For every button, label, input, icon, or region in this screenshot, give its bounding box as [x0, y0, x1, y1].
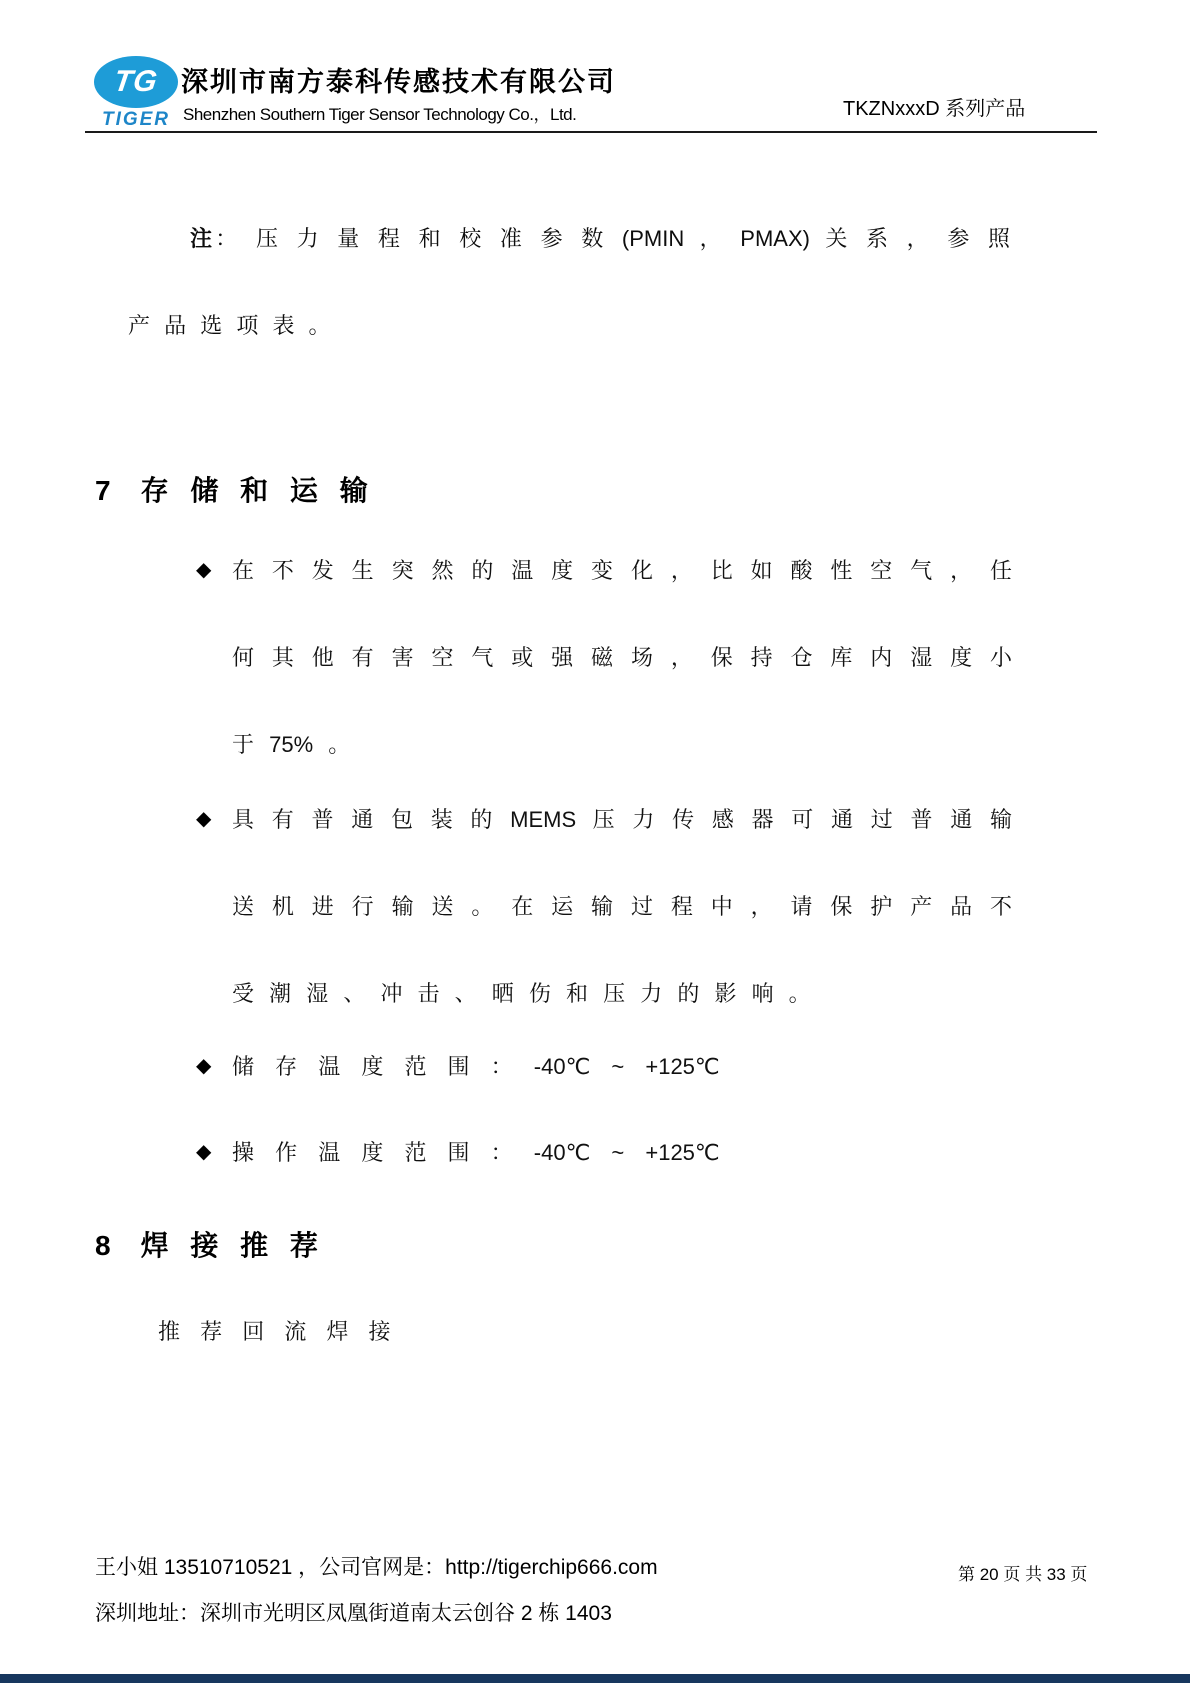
note-label: 注	[190, 226, 216, 251]
company-name-english: Shenzhen Southern Tiger Sensor Technology Co.，Ltd.	[183, 105, 577, 124]
footer-address-line: 深圳地址：深圳市光明区凤凰街道南太云创谷 2 栋 1403	[95, 1602, 612, 1625]
diamond-bullet-icon: ◆	[196, 559, 212, 581]
bullet-transport-conditions	[196, 776, 1012, 1037]
bullet-line: 何 其 他 有 害 空 气 或 强 磁 场 ， 保 持 仓 库 内 湿 度 小	[232, 645, 1012, 670]
footer-bottom-bar	[0, 1674, 1190, 1683]
logo-ellipse-icon	[94, 56, 178, 108]
bullet-line: 送 机 进 行 输 送 。 在 运 输 过 程 中 ， 请 保 护 产 品 不	[232, 894, 1012, 919]
bullet-line: 操 作 温 度 范 围 ： -40℃ ~ +125℃	[232, 1140, 720, 1165]
product-series-label: TKZNxxxD 系列产品	[843, 98, 1026, 120]
bullet-storage-temperature	[196, 1023, 1012, 1110]
logo-tiger-wordmark: TIGER	[101, 109, 171, 130]
diamond-bullet-icon: ◆	[196, 1141, 212, 1163]
section-7-heading	[95, 469, 369, 509]
bullet-operating-temperature	[196, 1109, 1012, 1196]
bullet-line: 受 潮 湿 、 冲 击 、 晒 伤 和 压 力 的 影 响 。	[232, 981, 811, 1006]
note-paragraph-line1	[190, 222, 1010, 253]
header-divider	[85, 131, 1097, 133]
logo-tg-monogram: TG	[111, 65, 161, 98]
bullet-line: 在 不 发 生 突 然 的 温 度 变 化 ， 比 如 酸 性 空 气 ， 任	[232, 558, 1012, 583]
note-paragraph-line2: 产 品 选 项 表 。	[128, 313, 331, 338]
bullet-line: 具 有 普 通 包 装 的 MEMS 压 力 传 感 器 可 通 过 普 通 输	[232, 807, 1012, 832]
bullet-line: 储 存 温 度 范 围 ： -40℃ ~ +125℃	[232, 1054, 720, 1079]
bullet-storage-conditions	[196, 527, 1012, 788]
footer-contact-line: 王小姐 13510710521 ，公司官网是：http://tigerchip666.com	[95, 1556, 658, 1579]
section-8-title: 焊 接 推 荐	[140, 1230, 319, 1261]
footer-page-number: 第 20 页 共 33 页	[958, 1565, 1088, 1584]
solder-recommendation-text: 推 荐 回 流 焊 接	[158, 1319, 391, 1344]
bullet-line: 于 75% 。	[232, 732, 351, 757]
section-8-number: 8	[95, 1230, 111, 1261]
diamond-bullet-icon: ◆	[196, 1055, 212, 1077]
company-name-chinese: 深圳市南方泰科传感技术有限公司	[181, 67, 616, 97]
diamond-bullet-icon: ◆	[196, 808, 212, 830]
company-logo	[86, 56, 186, 131]
section-7-title: 存 储 和 运 输	[140, 475, 369, 506]
section-8-heading	[95, 1224, 319, 1264]
section-7-number: 7	[95, 475, 111, 506]
note-text: ： 压 力 量 程 和 校 准 参 数 (PMIN ， PMAX) 关 系 ， 参 照	[215, 226, 1010, 251]
